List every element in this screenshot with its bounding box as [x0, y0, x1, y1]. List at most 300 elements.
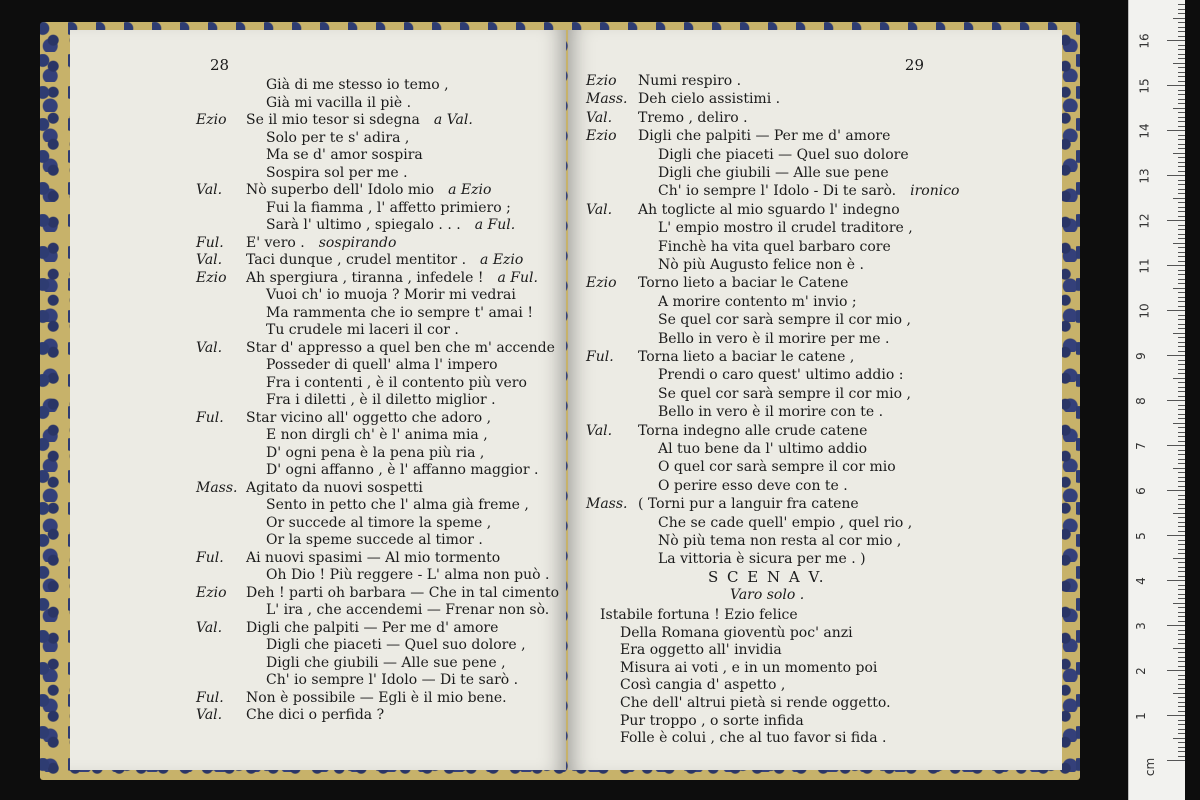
verse-text: L' ira , che accendemi — Frenar non sò.: [266, 602, 550, 618]
verse-text: Prendi o caro quest' ultimo addio :: [658, 367, 904, 384]
ruler-tick: [1167, 490, 1185, 491]
verse-text: Fra i contenti , è il contento più vero: [266, 374, 527, 391]
verse-text: Ch' io sempre l' Idolo — Di te sarò .: [266, 672, 519, 688]
ruler-tick: [1178, 436, 1185, 437]
stage-direction: sospirando: [318, 234, 397, 251]
verse-text: O perire esso deve con te .: [658, 477, 848, 494]
verse-line: [266, 461, 538, 479]
ruler-tick: [1178, 202, 1185, 203]
ruler-tick: [1178, 369, 1185, 370]
verse-line: [638, 127, 890, 145]
verse-text: Fra i diletti , è il diletto miglior .: [266, 392, 496, 408]
verse-text: Star d' appresso a quel ben che m' accende: [246, 339, 555, 356]
ruler-tick: [1178, 67, 1185, 68]
ruler-tick: [1178, 94, 1185, 95]
ruler-number: 14: [1137, 123, 1152, 139]
verse-line: [246, 409, 491, 427]
page-number: 28: [210, 56, 230, 74]
ruler-tick: [1178, 432, 1185, 433]
ruler-tick: [1173, 108, 1185, 109]
verse-text: Taci dunque , crudel mentitor .: [246, 252, 467, 268]
ruler-tick: [1178, 180, 1185, 181]
verse-line: [246, 181, 491, 199]
ruler-tick: [1178, 756, 1185, 757]
verse-line: [266, 356, 498, 374]
ruler-tick: [1178, 720, 1185, 721]
verse-text: Bello in vero è il morire con te .: [658, 404, 884, 421]
speaker-name: Mass.: [586, 496, 628, 513]
ruler-number: 8: [1133, 397, 1148, 405]
ruler-tick: [1178, 292, 1185, 293]
verse-text: Sento in petto che l' alma già freme ,: [266, 497, 529, 513]
ruler-tick: [1173, 558, 1185, 559]
ruler-tick: [1178, 463, 1185, 464]
prose-line: Folle è colui , che al tuo favor si fida .: [620, 730, 887, 747]
ruler-tick: [1178, 634, 1185, 635]
verse-line: [658, 550, 866, 568]
verse-line: [658, 146, 909, 164]
ruler-tick: [1167, 310, 1185, 311]
verse-line: [658, 311, 911, 329]
ruler-tick: [1178, 54, 1185, 55]
verse-line: [266, 304, 533, 322]
ruler-tick: [1178, 319, 1185, 320]
ruler-tick: [1178, 216, 1185, 217]
ruler-tick: [1178, 121, 1185, 122]
prose-line: Pur troppo , o sorte infida: [620, 712, 804, 729]
verse-text: ( Torni pur a languir fra catene: [638, 496, 859, 513]
ruler-tick: [1167, 265, 1185, 266]
ruler-number: 15: [1137, 78, 1152, 94]
verse-text: Nò più Augusto felice non è .: [658, 257, 864, 273]
ruler-tick: [1178, 247, 1185, 248]
ruler-tick: [1178, 148, 1185, 149]
ruler-tick: [1167, 535, 1185, 536]
ruler-tick: [1173, 738, 1185, 739]
verse-line: [266, 654, 506, 672]
ruler-tick: [1178, 99, 1185, 100]
verse-line: [266, 444, 484, 462]
ruler-tick: [1178, 486, 1185, 487]
scene-title: S C E N A V.: [708, 568, 826, 586]
ruler-number: 13: [1137, 168, 1152, 184]
verse-line: [658, 366, 903, 384]
verse-text: Se quel cor sarà sempre il cor mio ,: [658, 385, 911, 402]
verse-text: Ch' io sempre l' Idolo - Di te sarò.: [658, 183, 897, 200]
ruler-tick: [1173, 648, 1185, 649]
ruler-number: 4: [1133, 577, 1148, 585]
ruler-tick: [1178, 252, 1185, 253]
ruler-tick: [1178, 684, 1185, 685]
ruler-tick: [1178, 612, 1185, 613]
ruler-number: 3: [1133, 622, 1148, 630]
ruler-tick: [1178, 522, 1185, 523]
verse-line: [266, 94, 411, 112]
ruler-tick: [1178, 81, 1185, 82]
ruler-tick: [1178, 571, 1185, 572]
verse-line: [266, 514, 491, 532]
ruler-tick: [1178, 481, 1185, 482]
ruler-tick: [1178, 112, 1185, 113]
ruler-tick: [1173, 333, 1185, 334]
ruler-tick: [1178, 405, 1185, 406]
ruler-tick: [1178, 666, 1185, 667]
ruler-tick: [1178, 76, 1185, 77]
ruler-tick: [1178, 139, 1185, 140]
ruler-tick: [1178, 72, 1185, 73]
verse-text: Ma se d' amor sospira: [266, 147, 423, 163]
ruler-tick: [1178, 193, 1185, 194]
ruler-tick: [1178, 607, 1185, 608]
ruler-tick: [1178, 553, 1185, 554]
ruler-tick: [1173, 468, 1185, 469]
verse-line: [658, 385, 911, 403]
ruler-tick: [1178, 733, 1185, 734]
ruler-tick: [1178, 751, 1185, 752]
verse-line: [266, 321, 459, 339]
ruler-number: 9: [1133, 352, 1148, 360]
ruler-tick: [1178, 616, 1185, 617]
verse-text: Ah toglicte al mio sguardo l' indegno: [638, 201, 900, 218]
ruler-tick: [1178, 562, 1185, 563]
speaker-name: Ful.: [196, 409, 224, 426]
verse-line: [658, 238, 891, 256]
right-page: [568, 30, 1062, 770]
ruler-tick: [1178, 544, 1185, 545]
verse-line: [658, 293, 857, 311]
stage-direction: a Val.: [433, 112, 473, 128]
ruler-tick: [1167, 625, 1185, 626]
ruler-tick: [1178, 567, 1185, 568]
speaker-name: Val.: [586, 201, 613, 218]
ruler-tick: [1178, 387, 1185, 388]
speaker-name: Ful.: [196, 549, 224, 566]
verse-text: Già mi vacilla il piè .: [266, 94, 412, 111]
ruler-tick: [1178, 364, 1185, 365]
verse-line: [658, 532, 901, 550]
ruler-tick: [1178, 256, 1185, 257]
ruler-tick: [1178, 598, 1185, 599]
ruler-number: 16: [1137, 33, 1152, 49]
verse-text: E non dirgli ch' è l' anima mia ,: [266, 427, 488, 443]
ruler-tick: [1178, 382, 1185, 383]
verse-text: Star vicino all' oggetto che adoro ,: [246, 409, 492, 426]
ruler-tick: [1178, 477, 1185, 478]
ruler-tick: [1178, 729, 1185, 730]
stage-direction: a Ful.: [474, 217, 516, 233]
ruler-number: 12: [1137, 213, 1152, 229]
ruler-tick: [1167, 85, 1185, 86]
ruler-tick: [1178, 373, 1185, 374]
ruler-tick: [1178, 225, 1185, 226]
ruler-tick: [1178, 427, 1185, 428]
verse-line: [246, 584, 559, 602]
ruler-tick: [1178, 589, 1185, 590]
verse-text: Numi respiro .: [638, 73, 742, 89]
ruler-tick: [1178, 270, 1185, 271]
verse-line: [658, 330, 889, 348]
verse-line: [246, 234, 396, 252]
ruler-tick: [1178, 661, 1185, 662]
verse-text: Finchè ha vita quel barbaro core: [658, 238, 891, 255]
ruler-tick: [1178, 409, 1185, 410]
speaker-name: Val.: [196, 182, 223, 198]
ruler-tick: [1178, 45, 1185, 46]
speaker-name: Ezio: [586, 128, 617, 145]
ruler-tick: [1178, 27, 1185, 28]
speaker-name: Val.: [196, 707, 223, 723]
verse-line: [266, 531, 483, 549]
ruler-tick: [1178, 360, 1185, 361]
ruler-tick: [1173, 423, 1185, 424]
verse-text: Non è possibile — Egli è il mio bene.: [246, 689, 507, 706]
verse-line: [658, 256, 864, 274]
ruler-tick: [1173, 288, 1185, 289]
ruler-tick: [1178, 31, 1185, 32]
speaker-name: Mass.: [586, 91, 628, 108]
verse-text: Se quel cor sarà sempre il cor mio ,: [658, 312, 911, 329]
ruler-tick: [1178, 135, 1185, 136]
ruler-tick: [1178, 630, 1185, 631]
verse-text: Ai nuovi spasimi — Al mio tormento: [246, 549, 501, 566]
verse-line: [266, 636, 526, 654]
ruler-tick: [1178, 526, 1185, 527]
ruler-tick: [1178, 346, 1185, 347]
verse-text: A morire contento m' invio ;: [658, 293, 857, 310]
ruler-tick: [1178, 189, 1185, 190]
verse-text: E' vero .: [246, 234, 305, 251]
ruler-tick: [1178, 652, 1185, 653]
verse-line: [658, 164, 889, 182]
ruler-number: 1: [1133, 712, 1148, 720]
ruler-tick: [1178, 711, 1185, 712]
verse-line: [638, 422, 867, 440]
verse-text: Ma rammenta che io sempre t' amai !: [266, 304, 533, 321]
verse-text: Oh Dio ! Più reggere - L' alma non può .: [266, 567, 550, 583]
verse-line: [266, 496, 529, 514]
ruler-tick: [1178, 144, 1185, 145]
ruler-tick: [1178, 396, 1185, 397]
ruler-tick: [1178, 126, 1185, 127]
verse-line: [266, 566, 549, 584]
scene-subtitle: Varo solo .: [730, 587, 805, 603]
verse-line: [638, 72, 741, 90]
ruler-tick: [1178, 688, 1185, 689]
ruler-tick: [1178, 342, 1185, 343]
ruler-tick: [1178, 391, 1185, 392]
ruler-number: 5: [1133, 532, 1148, 540]
ruler-tick: [1178, 517, 1185, 518]
prose-line: Che dell' altrui pietà si rende oggetto.: [620, 695, 891, 711]
ruler-tick: [1178, 13, 1185, 14]
ruler-tick: [1167, 760, 1185, 761]
ruler-tick: [1178, 418, 1185, 419]
verse-text: Torna indegno alle crude catene: [638, 422, 868, 439]
verse-text: Or la speme succede al timor .: [266, 532, 483, 548]
verse-line: [266, 129, 409, 147]
verse-line: [246, 706, 384, 724]
verse-text: Digli che giubili — Alle sue pene ,: [266, 654, 506, 671]
verse-line: [266, 671, 518, 689]
ruler-tick: [1173, 513, 1185, 514]
ruler-tick: [1178, 103, 1185, 104]
ruler-tick: [1167, 715, 1185, 716]
ruler-tick: [1178, 508, 1185, 509]
ruler-tick: [1178, 9, 1185, 10]
prose-line: Istabile fortuna ! Ezio felice: [600, 607, 798, 623]
ruler-number: 6: [1133, 487, 1148, 495]
ruler-tick: [1178, 441, 1185, 442]
verse-line: [638, 201, 900, 219]
ruler-tick: [1178, 472, 1185, 473]
stage-direction: a Ezio: [480, 252, 524, 268]
ruler-tick: [1173, 153, 1185, 154]
ruler-tick: [1178, 724, 1185, 725]
verse-text: Ah spergiura , tiranna , infedele !: [246, 269, 484, 286]
ruler-tick: [1178, 549, 1185, 550]
verse-line: [658, 403, 883, 421]
speaker-name: Ezio: [196, 269, 227, 286]
verse-text: Sarà l' ultimo , spiegalo . . .: [266, 217, 461, 233]
ruler-tick: [1178, 162, 1185, 163]
stage-direction: ironico: [910, 183, 960, 200]
ruler-tick: [1178, 117, 1185, 118]
verse-line: [266, 216, 515, 234]
ruler-tick: [1178, 324, 1185, 325]
ruler-tick: [1167, 130, 1185, 131]
verse-line: [246, 549, 500, 567]
ruler-tick: [1178, 261, 1185, 262]
verse-line: [638, 348, 854, 366]
verse-line: [246, 251, 523, 269]
ruler-tick: [1178, 504, 1185, 505]
ruler-tick: [1178, 297, 1185, 298]
measuring-ruler: [1128, 0, 1185, 800]
ruler-tick: [1178, 675, 1185, 676]
ruler-tick: [1178, 697, 1185, 698]
prose-line: Della Romana gioventù poc' anzi: [620, 624, 853, 641]
ruler-tick: [1178, 22, 1185, 23]
ruler-tick: [1178, 531, 1185, 532]
verse-text: La vittoria è sicura per me . ): [658, 551, 866, 568]
ruler-tick: [1178, 747, 1185, 748]
ruler-tick: [1178, 90, 1185, 91]
ruler-tick: [1178, 58, 1185, 59]
speaker-name: Ful.: [196, 234, 224, 251]
ruler-number: 2: [1133, 667, 1148, 675]
verse-line: [266, 286, 516, 304]
verse-text: Tremo , deliro .: [638, 109, 748, 126]
verse-text: L' empio mostro il crudel traditore ,: [658, 220, 913, 237]
ruler-tick: [1173, 693, 1185, 694]
speaker-name: Ful.: [196, 689, 224, 706]
ruler-tick: [1178, 576, 1185, 577]
verse-line: [246, 479, 423, 497]
ruler-tick: [1178, 49, 1185, 50]
verse-text: Digli che giubili — Alle sue pene: [658, 165, 889, 181]
ruler-tick: [1178, 540, 1185, 541]
verse-text: Tu crudele mi laceri il cor .: [266, 322, 459, 338]
ruler-tick: [1178, 328, 1185, 329]
verse-line: [266, 76, 449, 94]
ruler-tick: [1178, 594, 1185, 595]
ruler-tick: [1167, 670, 1185, 671]
ruler-tick: [1178, 171, 1185, 172]
verse-text: Al tuo bene da l' ultimo addio: [658, 441, 868, 457]
ruler-tick: [1173, 18, 1185, 19]
ruler-tick: [1178, 157, 1185, 158]
verse-text: Solo per te s' adira ,: [266, 129, 410, 146]
ruler-tick: [1178, 36, 1185, 37]
verse-text: Or succede al timore la speme ,: [266, 514, 492, 531]
verse-text: Torna lieto a baciar le catene ,: [638, 349, 855, 365]
ruler-tick: [1178, 679, 1185, 680]
verse-text: Digli che palpiti — Per me d' amore: [638, 128, 891, 145]
ruler-tick: [1173, 243, 1185, 244]
ruler-tick: [1178, 657, 1185, 658]
verse-text: Nò più tema non resta al cor mio ,: [658, 533, 902, 549]
speaker-name: Val.: [586, 109, 613, 126]
verse-text: Che se cade quell' empio , quel rio ,: [658, 514, 913, 531]
ruler-tick: [1178, 351, 1185, 352]
verse-text: Già di me stesso io temo ,: [266, 77, 449, 93]
ruler-number: 11: [1137, 258, 1152, 274]
ruler-tick: [1178, 643, 1185, 644]
verse-line: [266, 164, 408, 182]
verse-text: Nò superbo dell' Idolo mio: [246, 182, 435, 198]
ruler-tick: [1178, 211, 1185, 212]
ruler-tick: [1167, 220, 1185, 221]
ruler-tick: [1178, 166, 1185, 167]
ruler-tick: [1167, 580, 1185, 581]
verse-text: Deh cielo assistimi .: [638, 91, 781, 108]
verse-line: [266, 391, 496, 409]
speaker-name: Ezio: [586, 275, 617, 292]
ruler-tick: [1178, 702, 1185, 703]
ruler-tick: [1167, 355, 1185, 356]
ruler-tick: [1178, 639, 1185, 640]
ruler-tick: [1178, 234, 1185, 235]
verse-text: Torno lieto a baciar le Catene: [638, 275, 849, 292]
ruler-tick: [1178, 4, 1185, 5]
verse-line: [266, 146, 423, 164]
prose-line: Misura ai voti , e in un momento poi: [620, 659, 878, 676]
verse-text: D' ogni affanno , è l' affanno maggior .: [266, 462, 539, 478]
speaker-name: Val.: [196, 619, 223, 636]
ruler-tick: [1173, 63, 1185, 64]
verse-line: [246, 269, 538, 287]
ruler-tick: [1173, 603, 1185, 604]
ruler-tick: [1167, 40, 1185, 41]
ruler-tick: [1167, 445, 1185, 446]
verse-text: Posseder di quell' alma l' impero: [266, 357, 498, 373]
verse-text: O quel cor sarà sempre il cor mio: [658, 459, 896, 476]
verse-line: [658, 219, 913, 237]
verse-line: [638, 109, 748, 127]
ruler-tick: [1178, 585, 1185, 586]
speaker-name: Ezio: [196, 112, 227, 128]
verse-line: [658, 477, 848, 495]
verse-text: Digli che piaceti — Quel suo dolore ,: [266, 637, 526, 653]
verse-line: [266, 426, 488, 444]
verse-text: Bello in vero è il morire per me .: [658, 330, 890, 347]
ruler-tick: [1178, 621, 1185, 622]
ruler-tick: [1178, 459, 1185, 460]
stage-direction: a Ful.: [497, 269, 538, 286]
ruler-tick: [1173, 378, 1185, 379]
verse-line: [266, 199, 511, 217]
ruler-number: 10: [1137, 303, 1152, 319]
